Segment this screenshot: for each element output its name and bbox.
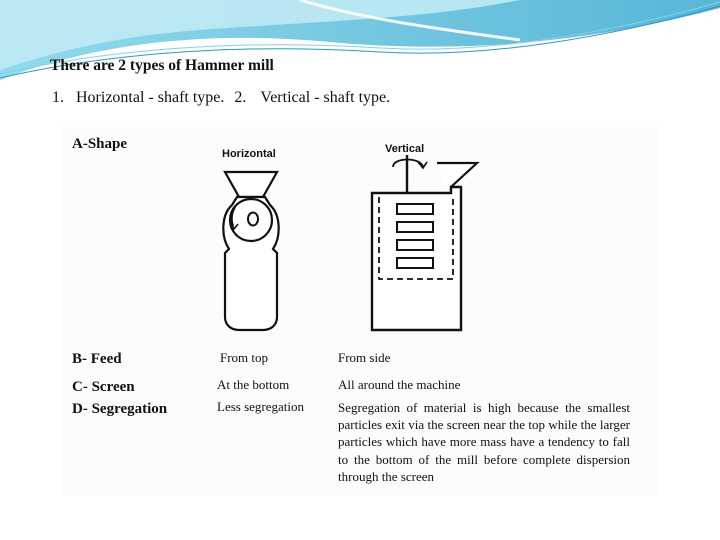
type-1-number: 1. — [52, 89, 64, 106]
row-label-screen: C- Screen — [72, 379, 135, 395]
row-label-feed: B- Feed — [72, 351, 122, 367]
horizontal-mill-drawing — [223, 172, 278, 330]
vertical-segregation: Segregation of material is high because the smallest particles exit via the screen near the top while the larger particles which have more mass have a tendency to fall to the bottom of the mill before complete dispersion through the screen — [338, 400, 630, 484]
type-2-text: Vertical - shaft type. — [260, 89, 391, 106]
vertical-screen: All around the machine — [338, 377, 461, 392]
horizontal-segregation: Less segregation — [217, 399, 305, 414]
type-2-number: 2. — [234, 89, 247, 106]
horizontal-feed: From top — [220, 350, 269, 365]
mill-types-list — [52, 89, 390, 107]
comparison-figure — [59, 127, 661, 495]
vertical-title: Vertical — [385, 143, 425, 155]
type-1-text: Horizontal - shaft type. — [76, 89, 225, 106]
row-label-shape: A-Shape — [72, 136, 128, 152]
horizontal-title: Horizontal — [222, 148, 276, 160]
vertical-mill-drawing — [372, 155, 477, 330]
row-label-segregation: D- Segregation — [72, 401, 168, 417]
slide-heading: There are 2 types of Hammer mill — [50, 57, 274, 74]
header-wave-decoration — [0, 0, 720, 90]
horizontal-screen: At the bottom — [217, 377, 290, 392]
vertical-feed: From side — [338, 350, 391, 365]
